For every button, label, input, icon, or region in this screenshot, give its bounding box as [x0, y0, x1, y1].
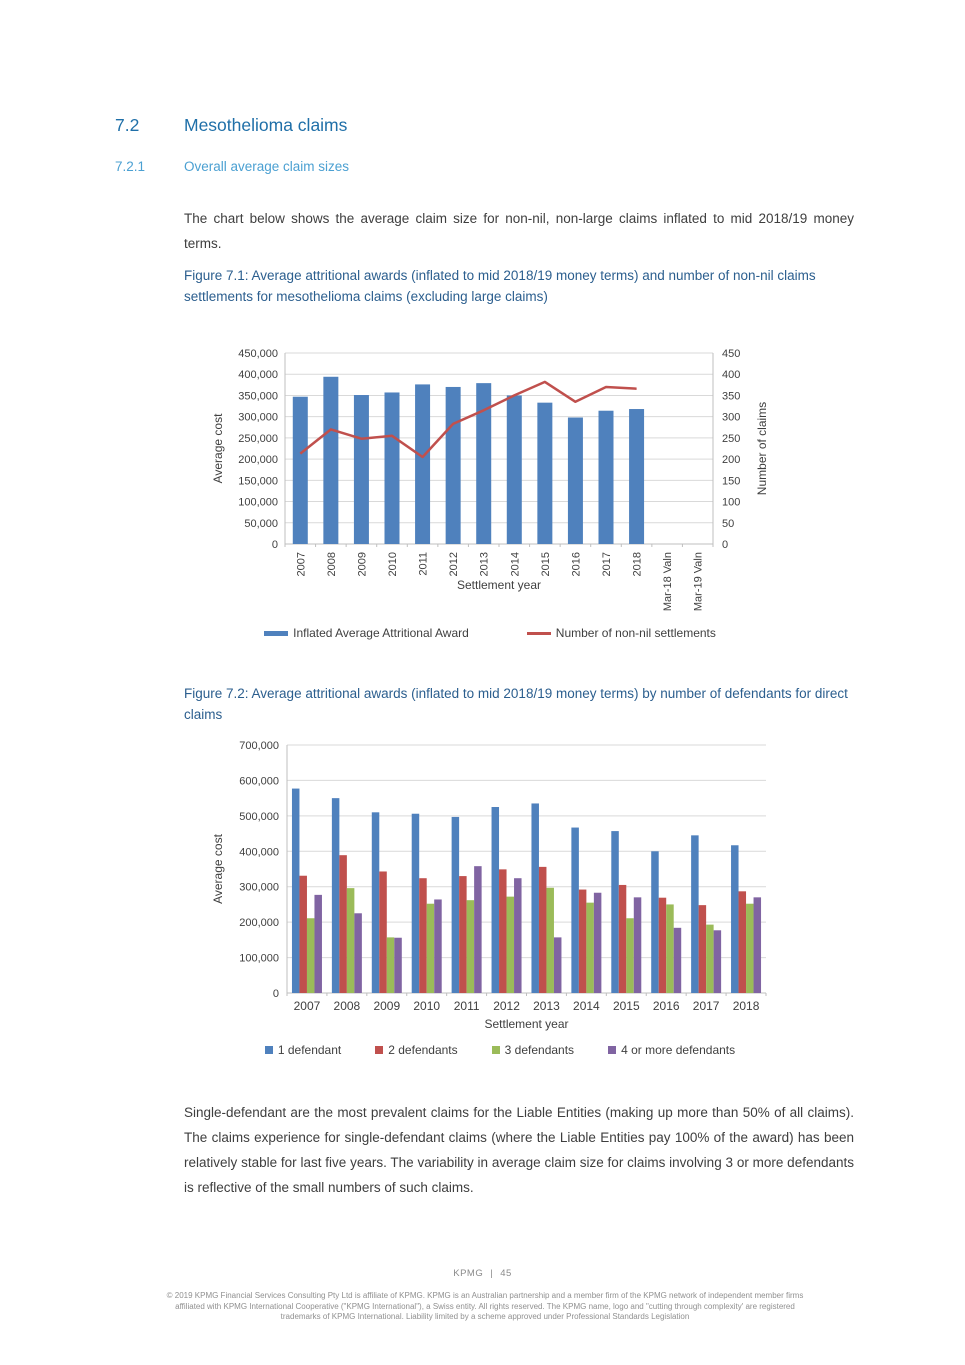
y-axis-tick-label: 400,000	[239, 846, 279, 859]
x-tick-label: 2011	[417, 552, 430, 576]
y-axis-tick-label: 100,000	[239, 952, 279, 965]
bar-2008-s1	[332, 798, 340, 993]
bar-2013-s1	[531, 803, 539, 993]
bar-2017	[599, 411, 614, 544]
bar-2018-s4	[754, 897, 762, 993]
bar-2008-s4	[354, 913, 362, 993]
legend-swatch-sq	[375, 1046, 383, 1054]
legend-label: 4 or more defendants	[621, 1043, 736, 1057]
bar-2017-s3	[706, 925, 714, 993]
right-axis-tick-label: 400	[722, 369, 741, 382]
bar-2007-s4	[314, 895, 322, 993]
bar-2014-s3	[586, 903, 594, 993]
legend-item	[375, 1043, 457, 1057]
bar-2018-s3	[746, 904, 754, 993]
y-axis-title: Average cost	[211, 834, 225, 904]
footer-page-label	[0, 1268, 965, 1279]
section-number: 7.2	[115, 115, 140, 135]
x-tick-label: 2017	[692, 999, 720, 1013]
x-tick-label: 2014	[509, 552, 522, 577]
x-tick-label: 2015	[539, 552, 552, 577]
legend-swatch-sq	[265, 1046, 273, 1054]
legend-swatch-sq	[608, 1046, 616, 1054]
bar-2018	[629, 409, 644, 544]
left-axis-tick-label: 350,000	[238, 390, 278, 403]
bar-2017-s2	[699, 905, 707, 993]
legend-label: 1 defendant	[277, 1043, 342, 1057]
right-axis-tick-label: 300	[722, 411, 741, 424]
bar-2012	[446, 387, 461, 544]
legend-label: Inflated Average Attritional Award	[293, 626, 469, 640]
bar-2012-s3	[507, 897, 514, 993]
right-axis-tick-label: 350	[722, 390, 741, 403]
bar-2011-s3	[467, 900, 475, 993]
subsection-number: 7.2.1	[115, 159, 146, 174]
bar-2013-s3	[546, 888, 554, 993]
right-axis-tick-label: 50	[722, 517, 735, 530]
bar-2014-s2	[579, 890, 587, 993]
bar-2010	[385, 392, 400, 544]
figure-7-2-legend	[120, 1043, 880, 1057]
legend-swatch-bar	[264, 631, 288, 636]
copyright-line: © 2019 KPMG Financial Services Consulting Pty Ltd is affiliate of KPMG. KPMG is an Australian partnership and a member firm of the KPMG network of independent member firms	[166, 1291, 804, 1300]
right-axis-tick-label: 250	[722, 432, 741, 445]
bar-2015-s2	[619, 885, 627, 993]
left-axis-tick-label: 50,000	[244, 517, 278, 530]
intro-paragraph: The chart below shows the average claim size for non-nil, non-large claims inflated to mid 2018/19 money terms.	[184, 210, 854, 251]
x-tick-label: 2017	[601, 552, 613, 577]
bar-2016	[568, 418, 583, 544]
bar-2011-s1	[452, 817, 460, 993]
bar-2010-s1	[412, 814, 420, 993]
right-axis-tick-label: 450	[722, 348, 741, 360]
left-axis-tick-label: 0	[271, 539, 278, 551]
bar-2009-s3	[387, 937, 395, 993]
x-tick-label: 2013	[478, 552, 491, 577]
bar-2007-s1	[292, 789, 300, 993]
bar-2009-s2	[379, 871, 387, 993]
bar-2014	[507, 395, 522, 544]
settlements-line	[300, 382, 636, 457]
x-axis-title: Settlement year	[456, 578, 542, 592]
left-axis-tick-label: 250,000	[238, 432, 278, 445]
bar-2007	[293, 397, 308, 544]
x-tick-label: 2010	[413, 999, 441, 1013]
legend-item	[608, 1043, 735, 1057]
left-axis-tick-label: 300,000	[238, 411, 278, 424]
x-tick-label: Mar-18 Valn	[662, 552, 675, 612]
x-tick-label: 2012	[448, 552, 461, 577]
bar-2016-s2	[659, 898, 667, 993]
figure1-caption: Figure 7.1: Average attritional awards (inflated to mid 2018/19 money terms) and number of non-nil claims settlements for mesothelioma claims (excluding large claims)	[184, 267, 816, 304]
bar-2015-s1	[611, 831, 619, 993]
bar-2009	[354, 395, 369, 544]
bar-2016-s3	[666, 904, 674, 993]
bar-2011-s4	[474, 866, 482, 993]
right-axis-tick-label: 200	[722, 454, 741, 467]
bar-2013-s2	[539, 867, 547, 993]
left-axis-tick-label: 200,000	[238, 454, 278, 467]
x-tick-label: 2013	[533, 999, 560, 1013]
bar-2015	[537, 403, 552, 544]
x-tick-label: 2009	[373, 999, 401, 1013]
bar-2007-s2	[299, 876, 307, 993]
bar-2018-s2	[739, 891, 747, 993]
x-tick-label: 2018	[631, 552, 644, 577]
bar-2008	[323, 377, 338, 544]
bar-2012-s1	[492, 807, 500, 993]
bar-2014-s1	[571, 828, 579, 993]
bar-2017-s1	[691, 835, 699, 993]
x-tick-label: 2011	[453, 999, 480, 1013]
x-tick-label: 2012	[493, 999, 520, 1013]
copyright-line: trademarks of KPMG International. Liability limited by a scheme approved under Professional Standards Legislation	[280, 1312, 690, 1321]
bar-2014-s4	[594, 893, 602, 993]
bar-2012-s2	[499, 869, 507, 993]
section-title: Mesothelioma claims	[184, 115, 348, 135]
legend-swatch-sq	[492, 1046, 500, 1054]
figure-7-2-chart	[160, 735, 840, 1035]
figure-7-1-chart	[150, 338, 830, 624]
x-tick-label: 2018	[732, 999, 760, 1013]
right-axis-tick-label: 0	[722, 539, 729, 551]
bar-2017-s4	[714, 930, 722, 993]
x-tick-label: 2008	[325, 552, 338, 577]
bar-2012-s4	[514, 878, 522, 993]
x-tick-label: 2007	[295, 552, 308, 577]
bar-2016-s1	[651, 851, 659, 993]
x-tick-label: 2009	[356, 552, 369, 577]
x-tick-label: 2014	[573, 999, 600, 1013]
bar-2008-s2	[339, 855, 347, 993]
x-tick-label: 2007	[293, 999, 321, 1013]
subsection-heading	[115, 159, 349, 174]
x-tick-label: Mar-19 Valn	[692, 552, 705, 612]
bar-2010-s4	[434, 899, 442, 993]
copyright-line: affiliated with KPMG International Cooperative ("KPMG International"), a Swiss entity. All rights reserved. The KPMG name, logo and "cutting through complexity' are registered	[175, 1301, 795, 1311]
closing-paragraph: Single-defendant are the most prevalent claims for the Liable Entities (making up more than 50% of all claims). The claims experience for single-defendant claims (where the Liable Entities pay 100% of the award) has been relatively stable for last five years. The variability in average claim size for claims involving 3 or more defendants is reflective of the small numbers of such claims.	[184, 1104, 854, 1195]
bar-2016-s4	[674, 928, 682, 993]
bar-2011	[415, 384, 430, 544]
x-tick-label: 2008	[333, 999, 361, 1013]
subsection-title: Overall average claim sizes	[184, 159, 350, 174]
legend-item	[527, 626, 716, 640]
x-tick-label: 2010	[387, 552, 399, 577]
y-axis-tick-label: 200,000	[239, 917, 279, 930]
footer-brand: KPMG	[453, 1268, 484, 1279]
left-axis-tick-label: 400,000	[238, 369, 278, 382]
bar-2007-s3	[307, 918, 315, 993]
x-tick-label: 2016	[652, 999, 680, 1013]
bar-2008-s3	[347, 888, 355, 993]
bar-2015-s4	[634, 897, 642, 993]
legend-item	[492, 1043, 574, 1057]
bar-2013-s4	[554, 937, 562, 993]
left-axis-tick-label: 100,000	[238, 496, 278, 509]
figure-7-1-legend	[150, 626, 830, 640]
bar-2015-s3	[626, 918, 634, 993]
bar-2011-s2	[459, 876, 467, 993]
figure2-caption: Figure 7.2: Average attritional awards (inflated to mid 2018/19 money terms) by number of defendants for direct claims	[184, 685, 848, 722]
legend-swatch-line	[527, 632, 551, 635]
section-heading	[115, 115, 347, 136]
y-axis-tick-label: 600,000	[239, 775, 279, 788]
right-axis-title: Number of claims	[755, 401, 769, 496]
legend-label: Number of non-nil settlements	[555, 626, 716, 640]
x-tick-label: 2015	[612, 999, 640, 1013]
footer-divider: |	[490, 1268, 494, 1279]
right-axis-tick-label: 150	[722, 475, 741, 488]
y-axis-tick-label: 300,000	[239, 881, 279, 894]
left-axis-tick-label: 150,000	[238, 475, 278, 488]
footer-copyright	[90, 1291, 880, 1323]
y-axis-tick-label: 700,000	[239, 740, 279, 752]
bar-2009-s1	[372, 812, 380, 993]
right-axis-tick-label: 100	[722, 496, 741, 509]
legend-label: 2 defendants	[388, 1043, 458, 1057]
footer-page-number: 45	[500, 1268, 512, 1279]
bar-2010-s3	[427, 904, 435, 993]
bar-2009-s4	[394, 938, 402, 993]
legend-label: 3 defendants	[504, 1043, 575, 1057]
left-axis-tick-label: 450,000	[238, 348, 278, 360]
x-tick-label: 2016	[570, 552, 583, 577]
y-axis-tick-label: 500,000	[239, 810, 279, 823]
left-axis-title: Average cost	[211, 413, 225, 484]
y-axis-tick-label: 0	[272, 988, 279, 1000]
legend-item	[264, 626, 469, 640]
bar-2010-s2	[419, 878, 427, 993]
bar-2018-s1	[731, 845, 739, 993]
x-axis-title: Settlement year	[484, 1017, 569, 1031]
legend-item	[265, 1043, 341, 1057]
